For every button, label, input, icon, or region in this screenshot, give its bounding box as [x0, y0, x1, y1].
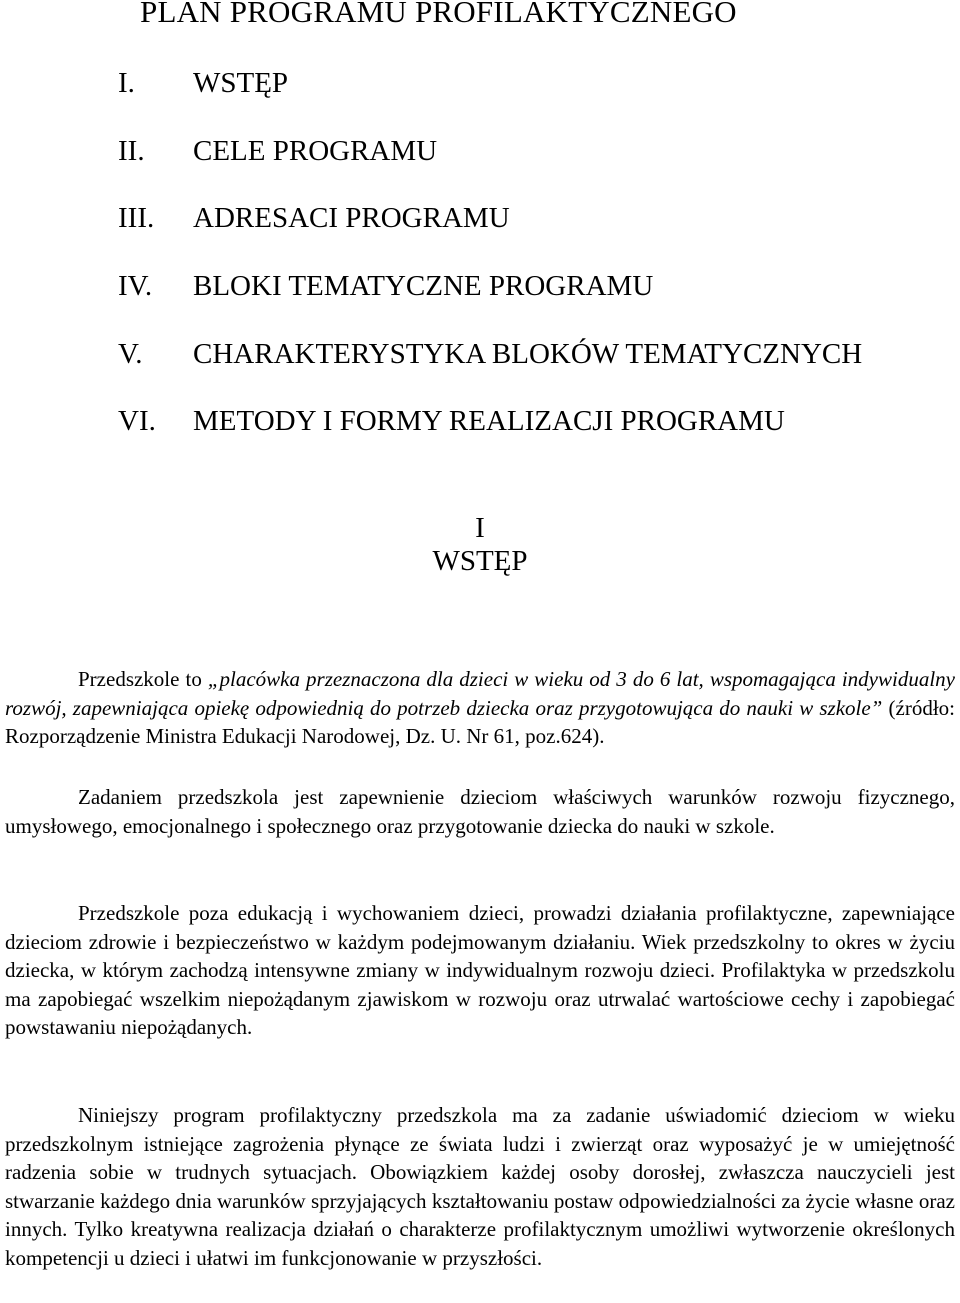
- intro-source-text: (źródło: Rozporządzenie Ministra Edukacji Narodowej, Dz. U. Nr 61, poz.624).: [5, 695, 956, 748]
- toc-label: BLOKI TEMATYCZNE PROGRAMU: [193, 270, 654, 302]
- toc-number: III.: [118, 202, 155, 234]
- intro-lead-text: Przedszkole to: [78, 667, 208, 691]
- section-title: WSTĘP: [432, 545, 528, 577]
- toc-number: II.: [118, 135, 145, 167]
- toc-label: CELE PROGRAMU: [193, 135, 438, 167]
- intro-paragraph: [5, 665, 955, 751]
- toc-label: CHARAKTERYSTYKA BLOKÓW TEMATYCZNYCH: [193, 338, 863, 370]
- toc-number: I.: [118, 67, 135, 99]
- toc-number: VI.: [118, 405, 156, 437]
- toc-number: IV.: [118, 270, 153, 302]
- intro-quote-text: „placówka przeznaczona dla dzieci w wieku od 3 do 6 lat, wspomagająca indywidualny rozwój, zapewniająca opiekę odpowiednią do potrzeb dziecka oraz przygotowująca do nauki w szkole”: [5, 667, 955, 720]
- toc-label: METODY I FORMY REALIZACJI PROGRAMU: [193, 405, 785, 437]
- goals-paragraph: Zadaniem przedszkola jest zapewnienie dzieciom właściwych warunków rozwoju fizycznego, umysłowego, emocjonalnego i społecznego oraz przygotowanie dziecka do nauki w szkole.: [5, 785, 955, 838]
- toc-label: ADRESACI PROGRAMU: [193, 202, 510, 234]
- toc-number: V.: [118, 338, 143, 370]
- prevention-paragraph: Przedszkole poza edukacją i wychowaniem dzieci, prowadzi działania profilaktyczne, zapewniające dzieciom zdrowie i bezpieczeństwo w każdym podejmowanym działaniu. Wiek przedszkolny to okres w życiu dziecka, w którym zachodzą intensywne zmiany w indywidualnym rozwoju dzieci. Profilaktyka w przedszkolu ma zapobiegać wszelkim niepożądanym zjawiskom w rozwoju oraz utrwalać wartościowe cechy i zapobiegać powstawaniu niepożądanych.: [5, 901, 955, 1039]
- toc-label: WSTĘP: [193, 67, 289, 99]
- program-paragraph: Niniejszy program profilaktyczny przedszkola ma za zadanie uświadomić dzieciom w wieku przedszkolnym istniejące zagrożenia płynące ze świata ludzi i zwierząt oraz wyposażyć je w umiejętność radzenia sobie w trudnych sytuacjach. Obowiązkiem każdej osoby dorosłej, zwłaszcza nauczycieli jest stwarzanie każdego dnia warunków sprzyjających kształtowaniu postaw odpowiedzialności za życie własne oraz innych. Tylko kreatywna realizacja działań o charakterze profilaktycznym umożliwi wytworzenie określonych kompetencji u dzieci i ułatwi im funkcjonowanie w przyszłości.: [5, 1103, 955, 1270]
- document-title: PLAN PROGRAMU PROFILAKTYCZNEGO: [140, 0, 737, 29]
- section-number: I: [475, 512, 485, 544]
